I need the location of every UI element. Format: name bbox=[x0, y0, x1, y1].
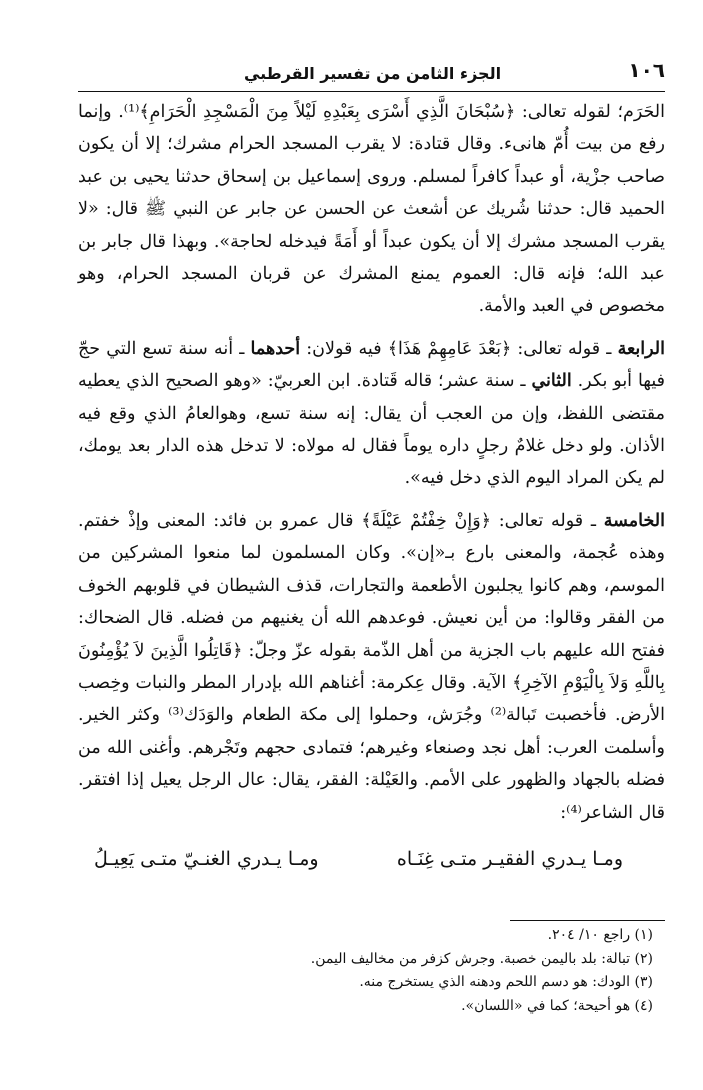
paragraph-2-text-c: ـ أنه سنة تسع التي حجّ فيها أبو بكر. bbox=[78, 338, 666, 392]
paragraph-2-text-a: ـ قوله تعالى: ﴿بَعْدَ عَامِهِمْ هَذَا﴾ فيه قولان: bbox=[300, 338, 618, 359]
page-number: ١٠٦ bbox=[628, 58, 665, 82]
paragraph-2-text-e: ـ سنة عشر؛ قاله قَتادة. ابن العربيّ: «وهو الصحيح الذي يعطيه مقتضى اللفظ، وإن من العجب أن يقال: إنه سنة تسع، وهوالعامُ الذي وقع فيه الأذان. ولو دخل غلامٌ رجلٍ داره يوماً فقال له مولاه: لا تدخل هذه الدار بعد يومك، لم يكن المراد اليوم الذي دخل فيه». bbox=[78, 371, 665, 489]
section-label-khamisa: الخامسة bbox=[603, 510, 665, 531]
first-opinion-label: أحدهما bbox=[250, 338, 301, 359]
paragraph-3-text: ـ قوله تعالى: ﴿وَإِنْ خِفْتُمْ عَيْلَةً﴾ قال عمرو بن فائد: المعنى وإذْ خفتم. وهذه عُجمة، والمعنى بارع بـ«إن». وكان المسلمون لما منعوا المشركين من الموسم، وهم كانوا يجلبون الأطعمة والتجارات، قذف الشيطان في قلوبهم الخوف من الفقر وقالوا: من أين نعيش. فوعدهم الله أن يغنيهم من فضله. قال الضحاك: ففتح الله عليهم باب الجزية من أهل الذّمة بقوله عزّ وجلّ: ﴿قَاتِلُوا الَّذِينَ لاَ يُؤْمِنُونَ بِاللَّهِ وَلاَ بِالْيَوْمِ الآخِرِ﴾ الآية. وقال عِكرمة: أغناهم الله بإدرار المطر والنبات وخِصب الأرض. فأخصبت تَبالة⁽²⁾ وجُرَش، وحملوا إلى مكة الطعام والوَدَك⁽³⁾ وكثر الخير. وأسلمت العرب: أهل نجد وصنعاء وغيرهم؛ فتمادى حجهم وتَجْرهم. وأغنى الله من فضله بالجهاد والظهور على الأمم. والعَيْلة: الفقر، يقال: عال الرجل يعيل إذا افتقر. قال الشاعر⁽⁴⁾: bbox=[78, 510, 665, 823]
page-header bbox=[80, 58, 665, 88]
running-title: الجزء الثامن من تفسير القرطبي bbox=[243, 63, 502, 83]
paragraph-1: الحَرَم؛ لقوله تعالى: ﴿سُبْحَانَ الَّذِي أَسْرَى بِعَبْدِهِ لَيْلاً مِنَ الْمَسْجِدِ الْحَرَامِ﴾⁽¹⁾. وإنما رفع من بيت أُمّ هانىء. وقال قتادة: لا يقرب المسجد الحرام مشرك؛ إلا أن يكون صاحب جزْية، أو عبداً كافراً لمسلم. وروى إسماعيل بن إسحاق حدثنا يحيى بن عبد الحميد قال: حدثنا شُريك عن أشعث عن الحسن عن جابر عن النبي ﷺ قال: «لا يقرب المسجد مشرك إلا أن يكون عبداً أو أَمَةً فيدخله لحاجة». وبهذا قال جابر بن عبد الله؛ فإنه قال: العموم يمنع المشرك عن قربان المسجد الحرام، وهو مخصوص في العبد والأمة. bbox=[78, 102, 665, 317]
second-opinion-label: الثاني bbox=[531, 371, 572, 392]
footnote-1: (١) راجع ١٠/ ٢٠٤. bbox=[547, 927, 653, 943]
section-label-rabiaa: الرابعة bbox=[617, 338, 665, 359]
footnotes bbox=[78, 924, 653, 1018]
verse-second-hemistich: ومـا يـدري الغنـيّ متـى يَعِيـلُ bbox=[94, 847, 319, 870]
paragraph-al-rabiaa bbox=[78, 333, 665, 495]
header-rule bbox=[78, 91, 665, 92]
verse-first-hemistich: ومـا يـدري الفقيـر متـى غِنَـاه bbox=[396, 847, 623, 870]
footnote-3: (٣) الودك: هو دسم اللحم ودهنه الذي يستخرج منه. bbox=[359, 974, 653, 990]
paragraph-al-khamisa bbox=[78, 505, 665, 829]
footnote-separator bbox=[510, 920, 665, 921]
footnote-2: (٢) تبالة: بلد باليمن خصبة. وجرش كزفر من مخاليف اليمن. bbox=[310, 950, 653, 967]
main-text bbox=[78, 96, 665, 875]
poetry-verse bbox=[78, 843, 665, 875]
footnote-4: (٤) هو أحيحة؛ كما في «اللسان». bbox=[461, 997, 653, 1014]
